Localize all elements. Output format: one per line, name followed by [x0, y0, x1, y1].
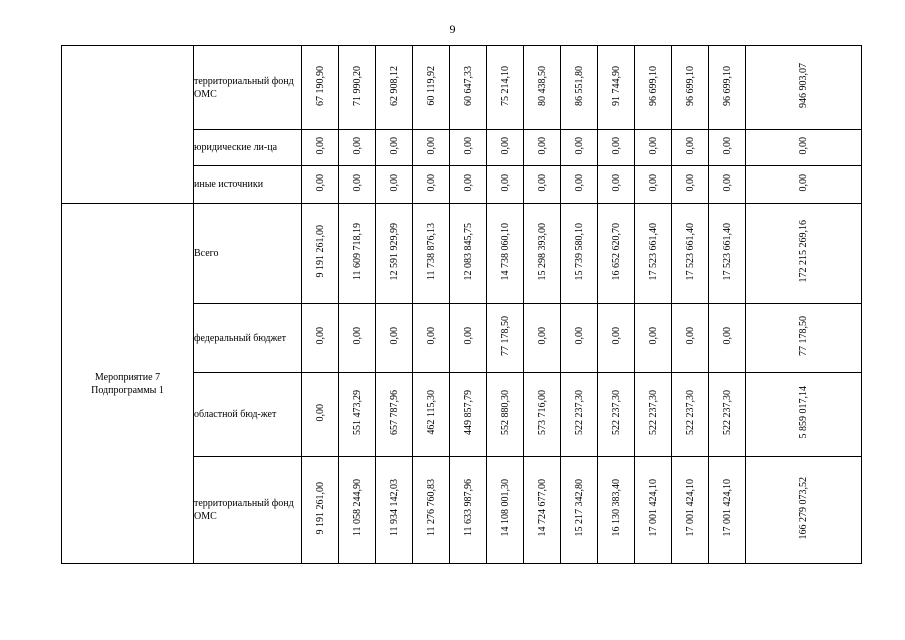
- value-cell: [413, 130, 450, 166]
- table-row: [62, 46, 862, 130]
- value-cell: [376, 130, 413, 166]
- value-text: 0,00: [425, 173, 437, 192]
- value-text: 91 744,90: [610, 65, 622, 106]
- value-text: 15 739 580,10: [573, 222, 585, 281]
- value-text: 552 880,30: [499, 390, 511, 435]
- source-cell: иные источники: [194, 166, 302, 204]
- value-text: 17 523 661,40: [684, 222, 696, 281]
- value-cell: [376, 166, 413, 204]
- value-text: 522 237,30: [610, 390, 622, 435]
- total-cell: [746, 166, 862, 204]
- value-text: 0,00: [721, 327, 733, 345]
- source-cell: федеральный бюджет: [194, 304, 302, 373]
- value-text: 0,00: [647, 173, 659, 192]
- table-row: [62, 204, 862, 304]
- value-text: 12 591 929,99: [388, 222, 400, 281]
- value-cell: [524, 204, 561, 304]
- value-cell: [709, 457, 746, 564]
- value-text: 62 908,12: [388, 65, 400, 106]
- total-text: 166 279 073,52: [798, 476, 809, 540]
- value-text: 67 190,90: [314, 65, 326, 106]
- value-cell: [450, 304, 487, 373]
- value-cell: [302, 457, 339, 564]
- value-text: 0,00: [388, 173, 400, 192]
- value-text: 0,00: [684, 173, 696, 192]
- value-cell: [339, 204, 376, 304]
- value-cell: [376, 204, 413, 304]
- source-cell: юридические ли-ца: [194, 130, 302, 166]
- page-number: 9: [449, 22, 456, 36]
- value-cell: [561, 204, 598, 304]
- total-text: 172 215 269,16: [798, 220, 809, 283]
- value-cell: [635, 304, 672, 373]
- value-cell: [561, 457, 598, 564]
- total-cell: [746, 373, 862, 457]
- value-text: 0,00: [351, 173, 363, 192]
- value-cell: [598, 166, 635, 204]
- value-cell: [524, 457, 561, 564]
- value-text: 573 716,00: [536, 390, 548, 435]
- value-text: 9 191 261,00: [314, 481, 326, 535]
- value-cell: [376, 304, 413, 373]
- value-cell: [413, 457, 450, 564]
- total-cell: [746, 457, 862, 564]
- value-cell: [302, 130, 339, 166]
- value-cell: [413, 204, 450, 304]
- total-cell: [746, 204, 862, 304]
- total-text: 0,00: [798, 173, 809, 192]
- value-cell: [302, 304, 339, 373]
- value-cell: [524, 304, 561, 373]
- value-cell: [376, 457, 413, 564]
- value-text: 551 473,29: [351, 390, 363, 435]
- value-cell: [672, 457, 709, 564]
- value-text: 96 699,10: [647, 65, 659, 106]
- total-cell: [746, 304, 862, 373]
- value-cell: [635, 373, 672, 457]
- value-text: 0,00: [388, 136, 400, 155]
- source-cell: территориальный фонд ОМС: [194, 46, 302, 130]
- value-text: 0,00: [499, 173, 511, 192]
- value-text: 462 115,30: [425, 390, 437, 435]
- value-text: 0,00: [721, 136, 733, 155]
- value-cell: [524, 373, 561, 457]
- value-cell: [413, 304, 450, 373]
- value-cell: [339, 166, 376, 204]
- value-text: 17 523 661,40: [721, 222, 733, 281]
- value-cell: [635, 130, 672, 166]
- value-text: 0,00: [314, 173, 326, 192]
- value-text: 522 237,30: [684, 390, 696, 435]
- total-text: 5 859 017,14: [798, 386, 809, 439]
- value-text: 0,00: [314, 327, 326, 345]
- value-cell: [635, 204, 672, 304]
- event-cell-empty: [62, 46, 194, 204]
- value-cell: [413, 373, 450, 457]
- value-text: 0,00: [351, 327, 363, 345]
- source-cell: областной бюд-жет: [194, 373, 302, 457]
- value-text: 12 083 845,75: [462, 222, 474, 281]
- value-text: 75 214,10: [499, 65, 511, 106]
- value-text: 71 990,20: [351, 65, 363, 106]
- value-text: 0,00: [536, 327, 548, 345]
- value-text: 80 438,50: [536, 65, 548, 106]
- total-cell: [746, 130, 862, 166]
- value-cell: [487, 373, 524, 457]
- value-cell: [635, 166, 672, 204]
- value-cell: [709, 166, 746, 204]
- value-text: 0,00: [462, 327, 474, 345]
- value-cell: [672, 373, 709, 457]
- value-cell: [598, 304, 635, 373]
- value-text: 86 551,80: [573, 65, 585, 106]
- value-cell: [376, 373, 413, 457]
- value-text: 657 787,96: [388, 390, 400, 435]
- source-cell: Всего: [194, 204, 302, 304]
- value-text: 11 058 244,90: [351, 479, 363, 537]
- value-cell: [487, 457, 524, 564]
- value-cell: [598, 46, 635, 130]
- value-cell: [561, 130, 598, 166]
- value-text: 16 652 620,70: [610, 222, 622, 281]
- value-text: 0,00: [536, 173, 548, 192]
- value-text: 17 001 424,10: [647, 479, 659, 537]
- value-cell: [524, 166, 561, 204]
- value-cell: [709, 46, 746, 130]
- value-cell: [709, 204, 746, 304]
- value-text: 522 237,30: [573, 390, 585, 435]
- value-text: 17 001 424,10: [721, 479, 733, 537]
- value-text: 0,00: [462, 136, 474, 155]
- value-cell: [487, 46, 524, 130]
- value-text: 0,00: [573, 136, 585, 155]
- value-text: 16 130 383,40: [610, 479, 622, 537]
- value-text: 9 191 261,00: [314, 225, 326, 278]
- value-cell: [598, 204, 635, 304]
- value-cell: [302, 46, 339, 130]
- value-text: 0,00: [610, 327, 622, 345]
- source-cell: территориальный фонд ОМС: [194, 457, 302, 564]
- value-text: 15 217 342,80: [573, 479, 585, 537]
- value-cell: [450, 373, 487, 457]
- value-cell: [709, 130, 746, 166]
- value-cell: [709, 304, 746, 373]
- value-cell: [413, 46, 450, 130]
- value-text: 0,00: [499, 136, 511, 155]
- value-text: 60 647,33: [462, 65, 474, 106]
- total-cell: [746, 46, 862, 130]
- value-cell: [302, 204, 339, 304]
- value-text: 0,00: [536, 136, 548, 155]
- value-text: 11 934 142,03: [388, 479, 400, 537]
- value-cell: [524, 130, 561, 166]
- value-text: 522 237,30: [647, 390, 659, 435]
- value-text: 0,00: [573, 173, 585, 192]
- value-text: 0,00: [610, 136, 622, 155]
- value-cell: [598, 457, 635, 564]
- value-text: 0,00: [647, 327, 659, 345]
- value-cell: [487, 130, 524, 166]
- value-cell: [672, 46, 709, 130]
- value-text: 0,00: [610, 173, 622, 192]
- total-text: 946 903,07: [798, 63, 809, 108]
- value-cell: [302, 373, 339, 457]
- value-cell: [413, 166, 450, 204]
- value-cell: [339, 457, 376, 564]
- value-cell: [672, 304, 709, 373]
- total-text: 77 178,50: [798, 316, 809, 356]
- value-text: 11 633 987,96: [462, 479, 474, 537]
- value-text: 17 001 424,10: [684, 479, 696, 537]
- value-cell: [487, 304, 524, 373]
- value-text: 11 276 760,83: [425, 479, 437, 537]
- value-text: 14 724 677,00: [536, 479, 548, 537]
- value-cell: [339, 304, 376, 373]
- value-cell: [302, 166, 339, 204]
- value-cell: [450, 204, 487, 304]
- value-cell: [561, 46, 598, 130]
- value-text: 17 523 661,40: [647, 222, 659, 281]
- value-cell: [450, 457, 487, 564]
- value-cell: [487, 204, 524, 304]
- value-cell: [561, 373, 598, 457]
- value-text: 0,00: [573, 327, 585, 345]
- value-cell: [561, 166, 598, 204]
- value-text: 11 738 876,13: [425, 222, 437, 281]
- value-cell: [450, 166, 487, 204]
- value-cell: [339, 373, 376, 457]
- value-text: 0,00: [462, 173, 474, 192]
- value-cell: [635, 46, 672, 130]
- value-cell: [672, 130, 709, 166]
- value-text: 15 298 393,00: [536, 222, 548, 281]
- value-cell: [598, 130, 635, 166]
- value-cell: [524, 46, 561, 130]
- value-cell: [561, 304, 598, 373]
- value-text: 14 108 001,30: [499, 479, 511, 537]
- value-cell: [376, 46, 413, 130]
- value-text: 449 857,79: [462, 390, 474, 435]
- value-text: 0,00: [647, 136, 659, 155]
- value-cell: [672, 166, 709, 204]
- event-name-cell: Мероприятие 7 Подпрограммы 1: [62, 204, 194, 564]
- value-cell: [672, 204, 709, 304]
- value-text: 0,00: [425, 136, 437, 155]
- value-text: 11 609 718,19: [351, 222, 363, 281]
- value-cell: [450, 46, 487, 130]
- value-text: 0,00: [388, 327, 400, 345]
- value-text: 0,00: [314, 403, 326, 422]
- value-text: 96 699,10: [721, 65, 733, 106]
- value-text: 0,00: [684, 136, 696, 155]
- value-cell: [339, 130, 376, 166]
- financing-table: [61, 45, 862, 564]
- value-cell: [709, 373, 746, 457]
- value-cell: [635, 457, 672, 564]
- total-text: 0,00: [798, 136, 809, 155]
- value-text: 0,00: [684, 327, 696, 345]
- value-text: 0,00: [425, 327, 437, 345]
- value-text: 0,00: [314, 136, 326, 155]
- value-text: 522 237,30: [721, 390, 733, 435]
- value-cell: [450, 130, 487, 166]
- value-cell: [339, 46, 376, 130]
- value-text: 60 119,92: [425, 65, 437, 106]
- value-text: 14 738 060,10: [499, 222, 511, 281]
- value-text: 77 178,50: [499, 316, 511, 356]
- value-text: 96 699,10: [684, 65, 696, 106]
- value-cell: [598, 373, 635, 457]
- value-text: 0,00: [351, 136, 363, 155]
- value-cell: [487, 166, 524, 204]
- value-text: 0,00: [721, 173, 733, 192]
